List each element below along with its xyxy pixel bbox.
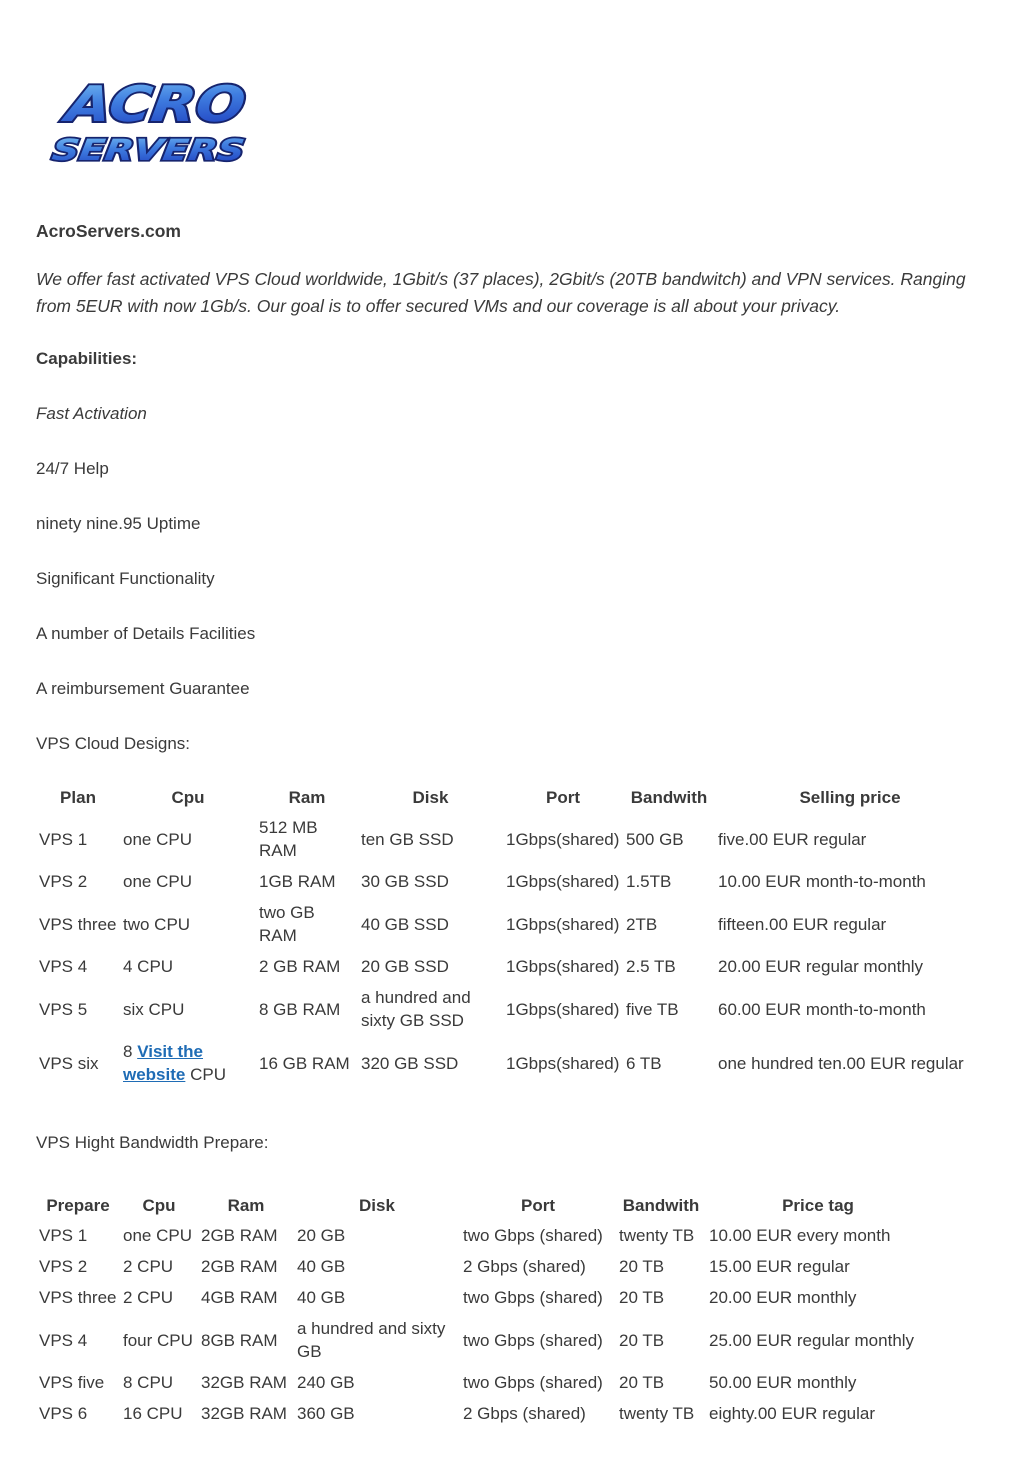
- cloud-designs-column-header: Disk: [412, 788, 449, 807]
- table-cell: VPS 4: [39, 957, 88, 976]
- table-cell: 20 GB: [297, 1226, 346, 1245]
- table-cell: 20 TB: [619, 1288, 665, 1307]
- table-cell: five TB: [626, 999, 679, 1019]
- table-cell: 20 GB SSD: [361, 957, 449, 976]
- table-cell: eighty.00 EUR regular: [709, 1404, 875, 1423]
- table-cell: 32GB RAM: [201, 1404, 287, 1423]
- table-cell: 2 CPU: [123, 1257, 174, 1276]
- table-cell: 60.00 EUR month-to-month: [718, 999, 926, 1019]
- capability-item: Significant Functionality: [36, 569, 215, 588]
- table-cell: 1GB RAM: [259, 872, 336, 891]
- table-cell: two Gbps (shared): [463, 1373, 603, 1392]
- table-cell: 1Gbps(shared): [506, 1053, 620, 1073]
- capabilities-list: [36, 403, 986, 700]
- cloud-designs-row: [36, 866, 985, 897]
- cloud-designs-column-header: Bandwith: [630, 788, 708, 807]
- high-bandwidth-row: [36, 1220, 930, 1251]
- table-cell: one hundred ten.00 EUR regular: [718, 1053, 964, 1073]
- high-bandwidth-column-header: Bandwith: [622, 1196, 700, 1215]
- table-cell: 1Gbps(shared): [506, 957, 620, 976]
- table-cell: two Gbps (shared): [463, 1330, 603, 1350]
- table-cell: 20 TB: [619, 1373, 665, 1392]
- table-cell: VPS 2: [39, 872, 88, 891]
- cloud-designs-column-header: Plan: [60, 788, 96, 807]
- logo-text-acro: ACRO: [62, 75, 223, 133]
- high-bandwidth-row: [36, 1282, 930, 1313]
- table-cell: 2 Gbps (shared): [463, 1257, 586, 1276]
- table-cell: 2 Gbps (shared): [463, 1404, 586, 1423]
- cloud-designs-row: [36, 897, 985, 951]
- table-cell: 25.00 EUR regular monthly: [709, 1330, 915, 1350]
- table-cell: 10.00 EUR every month: [709, 1226, 891, 1245]
- capability-item: Fast Activation: [36, 404, 147, 423]
- table-cell: 2 GB RAM: [259, 957, 341, 976]
- table-cell: 8 CPU: [123, 1373, 174, 1392]
- table-cell: 2TB: [626, 914, 658, 934]
- table-cell: four CPU: [123, 1330, 193, 1350]
- high-bandwidth-column-header: Price tag: [782, 1196, 854, 1215]
- table-cell: 2 CPU: [123, 1288, 174, 1307]
- table-cell: one CPU: [123, 1226, 192, 1245]
- table-cell: six CPU: [123, 999, 185, 1019]
- table-cell: two GB RAM: [259, 903, 315, 945]
- table-cell: a hundred and sixty GB SSD: [361, 988, 471, 1030]
- table-cell: 2.5 TB: [626, 957, 676, 976]
- cloud-designs-row: [36, 812, 985, 866]
- table-cell: 2GB RAM: [201, 1257, 278, 1276]
- capability-item: A reimbursement Guarantee: [36, 679, 250, 698]
- high-bandwidth-header-row: [36, 1192, 930, 1220]
- cloud-designs-header-row: [36, 784, 985, 812]
- table-cell: VPS 5: [39, 999, 88, 1019]
- table-cell: two Gbps (shared): [463, 1288, 603, 1307]
- table-cell: 32GB RAM: [201, 1373, 287, 1392]
- high-bandwidth-table: [36, 1192, 930, 1429]
- table-cell: VPS 6: [39, 1404, 88, 1423]
- table-cell: 240 GB: [297, 1373, 355, 1392]
- table-cell: 16 GB RAM: [259, 1053, 350, 1073]
- table-cell: VPS 1: [39, 829, 88, 849]
- table-cell: 30 GB SSD: [361, 872, 449, 891]
- table-cell: 40 GB SSD: [361, 914, 449, 934]
- high-bandwidth-row: [36, 1313, 930, 1367]
- table-cell: 8 Visit the website CPU: [123, 1042, 226, 1084]
- capability-item: ninety nine.95 Uptime: [36, 514, 201, 533]
- table-cell: 8GB RAM: [201, 1330, 278, 1350]
- table-cell: 512 MB RAM: [259, 818, 318, 860]
- cloud-designs-row: [36, 951, 985, 982]
- high-bandwidth-row: [36, 1251, 930, 1282]
- table-cell: VPS three: [39, 1288, 117, 1307]
- table-cell: two CPU: [123, 914, 191, 934]
- cloud-designs-row: [36, 982, 985, 1036]
- table-cell: 6 TB: [626, 1053, 662, 1073]
- table-cell: ten GB SSD: [361, 829, 454, 849]
- cloud-designs-column-header: Ram: [288, 788, 326, 807]
- table-cell: 1.5TB: [626, 872, 672, 891]
- table-cell: 8 GB RAM: [259, 999, 341, 1019]
- table-cell: twenty TB: [619, 1226, 695, 1245]
- high-bandwidth-column-header: Cpu: [142, 1196, 176, 1215]
- capability-item: 24/7 Help: [36, 459, 109, 478]
- table-cell: VPS 4: [39, 1330, 88, 1350]
- table-cell: 320 GB SSD: [361, 1053, 459, 1073]
- table-cell: fifteen.00 EUR regular: [718, 914, 887, 934]
- cloud-designs-column-header: Selling price: [799, 788, 901, 807]
- acro-servers-logo: [36, 70, 254, 168]
- table-cell: VPS six: [39, 1053, 99, 1073]
- table-cell: 50.00 EUR monthly: [709, 1373, 857, 1392]
- table-cell: one CPU: [123, 829, 192, 849]
- capabilities-heading: Capabilities:: [36, 349, 138, 368]
- logo-container: [36, 70, 986, 170]
- table-cell: 1Gbps(shared): [506, 872, 620, 891]
- table-cell: 20 TB: [619, 1330, 665, 1350]
- table-cell: a hundred and sixty GB: [297, 1319, 446, 1361]
- logo-text-servers: SERVERS: [50, 133, 206, 168]
- table-cell: 20.00 EUR regular monthly: [718, 957, 924, 976]
- table-cell: two Gbps (shared): [463, 1226, 603, 1245]
- cloud-designs-row: [36, 1036, 985, 1090]
- table-cell: 500 GB: [626, 829, 684, 849]
- table-cell: 15.00 EUR regular: [709, 1257, 850, 1276]
- high-bandwidth-row: [36, 1367, 930, 1398]
- table-cell: 1Gbps(shared): [506, 829, 620, 849]
- table-cell: VPS 1: [39, 1226, 88, 1245]
- high-bandwidth-column-header: Disk: [359, 1196, 395, 1215]
- capability-item: A number of Details Facilities: [36, 624, 256, 643]
- high-bandwidth-column-header: Prepare: [46, 1196, 110, 1215]
- high-bandwidth-column-header: Port: [521, 1196, 555, 1215]
- table-cell: 16 CPU: [123, 1404, 183, 1423]
- cloud-designs-heading: VPS Cloud Designs:: [36, 734, 191, 753]
- intro-text: We offer fast activated VPS Cloud worldwide, 1Gbit/s (37 places), 2Gbit/s (20TB bandwitch) and VPN services. Ranging from 5EUR with now 1Gb/s. Our goal is to offer secured VMs and our coverage is all about your privacy.: [36, 269, 966, 316]
- table-cell: 10.00 EUR month-to-month: [718, 872, 926, 891]
- table-cell: 20 TB: [619, 1257, 665, 1276]
- table-cell: VPS five: [39, 1373, 105, 1392]
- table-cell: 1Gbps(shared): [506, 999, 620, 1019]
- table-cell: five.00 EUR regular: [718, 829, 867, 849]
- cloud-designs-column-header: Cpu: [171, 788, 205, 807]
- cloud-designs-column-header: Port: [546, 788, 580, 807]
- high-bandwidth-column-header: Ram: [227, 1196, 265, 1215]
- table-cell: VPS 2: [39, 1257, 88, 1276]
- table-cell: 360 GB: [297, 1404, 355, 1423]
- table-cell: VPS three: [39, 914, 117, 934]
- table-cell: 40 GB: [297, 1257, 346, 1276]
- table-cell: 4GB RAM: [201, 1288, 278, 1307]
- table-cell: one CPU: [123, 872, 192, 891]
- table-cell: 1Gbps(shared): [506, 914, 620, 934]
- table-cell: 2GB RAM: [201, 1226, 278, 1245]
- high-bandwidth-heading: VPS Hight Bandwidth Prepare:: [36, 1133, 269, 1152]
- site-title: AcroServers.com: [36, 221, 181, 241]
- table-cell: 4 CPU: [123, 957, 174, 976]
- visit-website-link[interactable]: Visit the website: [123, 1042, 204, 1084]
- high-bandwidth-row: [36, 1398, 930, 1429]
- table-cell: 40 GB: [297, 1288, 346, 1307]
- cloud-designs-table: [36, 784, 985, 1090]
- table-cell: 20.00 EUR monthly: [709, 1288, 857, 1307]
- table-cell: twenty TB: [619, 1404, 695, 1423]
